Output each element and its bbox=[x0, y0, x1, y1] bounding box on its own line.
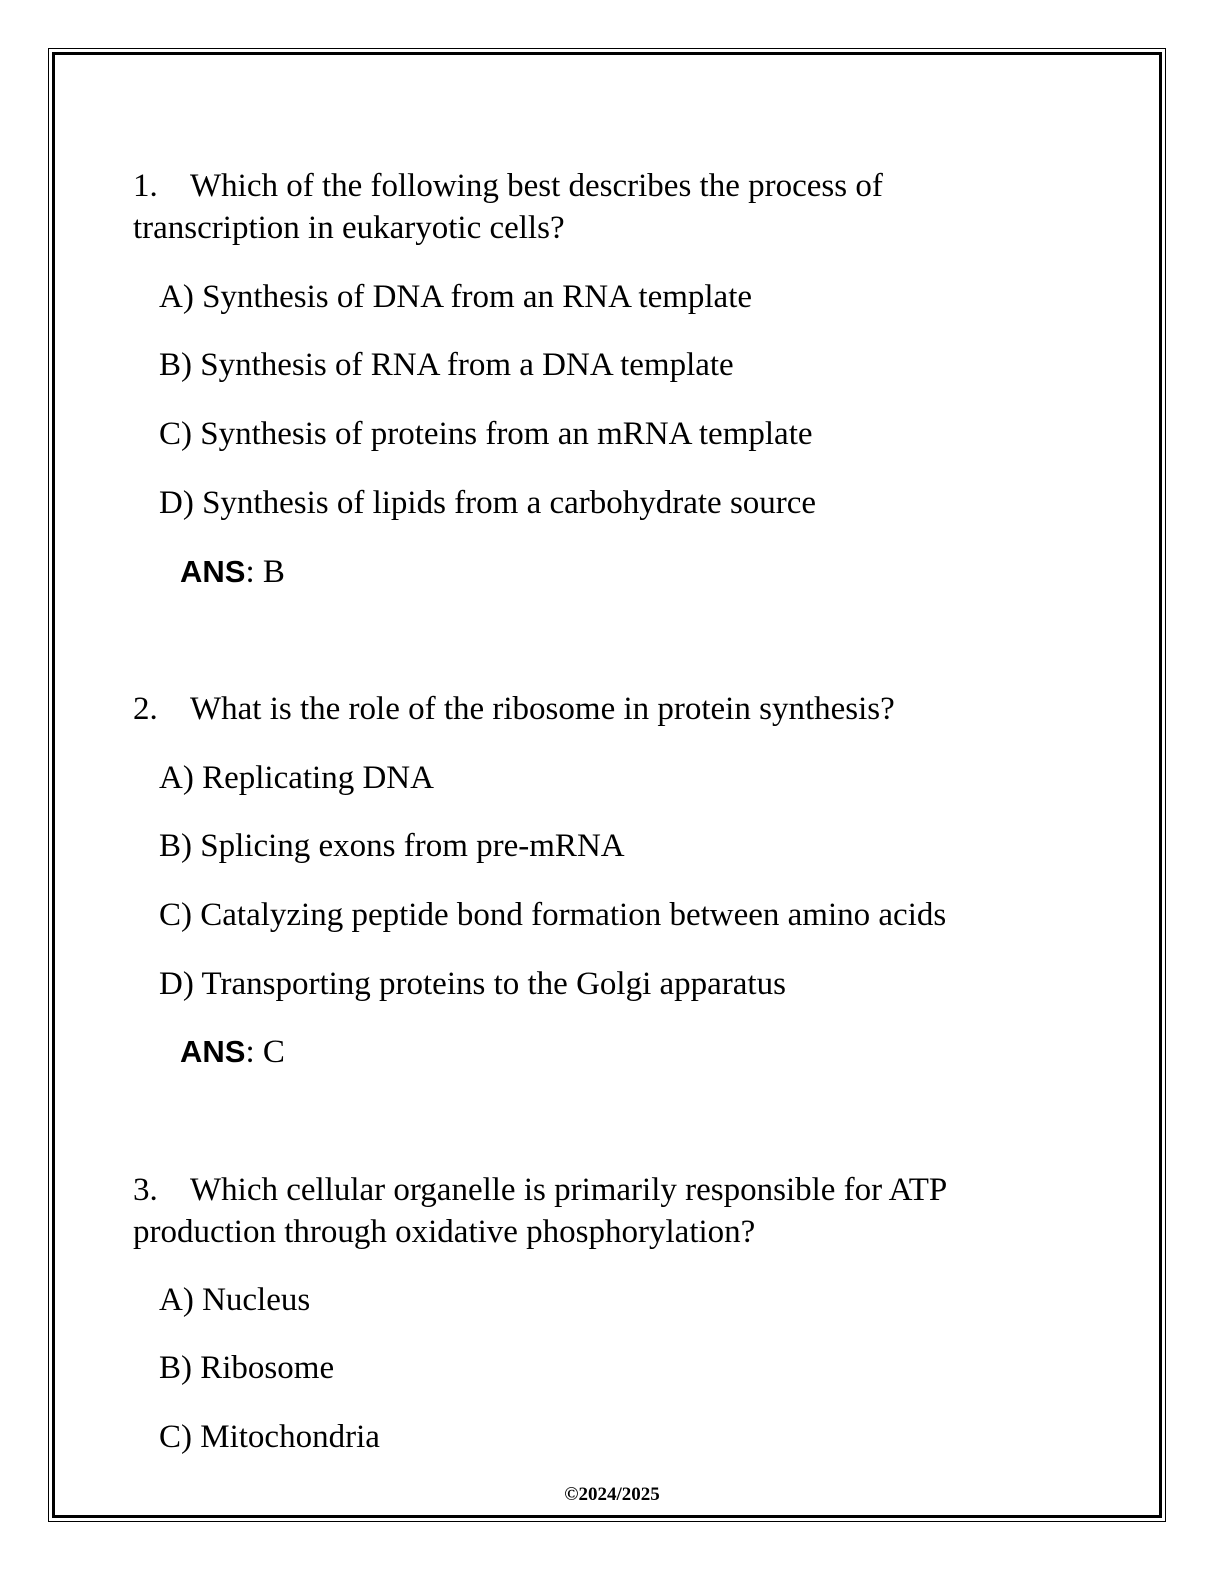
question-2-option-a: A) Replicating DNA bbox=[159, 760, 434, 796]
question-3-option-a: A) Nucleus bbox=[159, 1282, 311, 1318]
question-number: 3. bbox=[133, 1172, 158, 1208]
question-number: 2. bbox=[133, 691, 158, 727]
question-2-option-b: B) Splicing exons from pre-mRNA bbox=[159, 828, 625, 864]
question-1-answer bbox=[180, 551, 285, 593]
question-2-answer bbox=[180, 1031, 285, 1073]
question-3-stem bbox=[133, 1169, 1033, 1253]
question-2-stem bbox=[133, 688, 1033, 730]
answer-value: : C bbox=[245, 1034, 285, 1070]
question-1-option-c: C) Synthesis of proteins from an mRNA template bbox=[159, 416, 813, 452]
question-text-line2: production through oxidative phosphorylation? bbox=[133, 1214, 756, 1250]
question-1-option-b: B) Synthesis of RNA from a DNA template bbox=[159, 347, 734, 383]
question-number: 1. bbox=[133, 168, 158, 204]
answer-label: ANS bbox=[180, 554, 246, 589]
answer-label: ANS bbox=[180, 1034, 246, 1069]
question-3-option-c: C) Mitochondria bbox=[159, 1419, 380, 1455]
question-3-option-b: B) Ribosome bbox=[159, 1350, 335, 1386]
question-1-option-a: A) Synthesis of DNA from an RNA template bbox=[159, 279, 753, 315]
question-text-line2: transcription in eukaryotic cells? bbox=[133, 210, 565, 246]
question-text-line1: What is the role of the ribosome in protein synthesis? bbox=[190, 691, 895, 727]
question-1-option-d: D) Synthesis of lipids from a carbohydrate source bbox=[159, 485, 817, 521]
copyright-footer: ©2024/2025 bbox=[564, 1484, 660, 1505]
question-1-stem bbox=[133, 165, 1033, 249]
answer-value: : B bbox=[245, 554, 285, 590]
question-text-line1: Which of the following best describes the process of bbox=[190, 168, 883, 204]
question-2-option-d: D) Transporting proteins to the Golgi apparatus bbox=[159, 966, 786, 1002]
question-text-line1: Which cellular organelle is primarily responsible for ATP bbox=[190, 1172, 948, 1208]
question-2-option-c: C) Catalyzing peptide bond formation between amino acids bbox=[159, 897, 947, 933]
